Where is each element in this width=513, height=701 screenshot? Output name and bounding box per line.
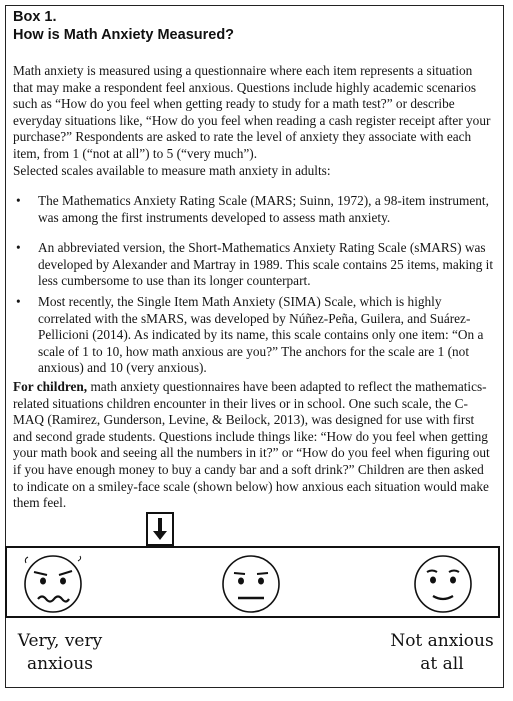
children-lead: For children, <box>13 379 88 394</box>
calm-face-icon <box>412 553 474 615</box>
very-anxious-face-icon <box>22 553 84 615</box>
neutral-face-icon <box>220 553 282 615</box>
list-item-text: Most recently, the Single Item Math Anxiety (SIMA) Scale, which is highly correlated with the sMARS, was developed by Núñez-Peña, Guilera, and Suárez-Pellicioni (2014). As indicated by its name, this scale contains only one item: “On a scale of 1 to 10, how math anxious are you?” The anchors for the scale are 1 (not anxious) and 10 (very anxious). <box>38 294 484 376</box>
bullet-marker: • <box>16 193 21 208</box>
bullet-marker: • <box>16 294 21 309</box>
bullet-marker: • <box>16 240 21 255</box>
box-title: How is Math Anxiety Measured? <box>13 27 235 43</box>
scale-indicator <box>146 512 174 546</box>
list-item-text: An abbreviated version, the Short-Mathematics Anxiety Rating Scale (sMARS) was developed by Alexander and Martray in 1989. This scale contains 25 items, making it less cumbersome to use than its longer counterpart. <box>38 240 494 289</box>
intro-paragraph: Math anxiety is measured using a questionnaire where each item represents a situation that may make a respondent feel anxious. Questions include highly academic scenarios such as “How do you feel when getting ready to study for a math test?” or describe everyday situations like, “How do you feel when reading a cash register receipt after your purchase?” Respondents are asked to rate the level of anxiety they associate with each item, from 1 (“not at all”) to 5 (“very much”). <box>13 63 491 161</box>
children-paragraph <box>13 379 495 512</box>
selected-scales-intro: Selected scales available to measure math anxiety in adults: <box>13 163 331 178</box>
down-arrow-icon <box>148 514 172 544</box>
scale-right-label: Not anxious at all <box>390 631 494 674</box>
scale-left-label: Very, very anxious <box>17 631 103 674</box>
children-body: math anxiety questionnaires have been adapted to reflect the mathematics-related situations children encounter in their lives or in school. One such scale, the C-MAQ (Ramirez, Gunderson, Levine, & Beilock, 2013), was designed for use with first and second grade students. Questions include things like: “How do you feel when getting your math book and seeing all the numbers in it?” or “How do you feel when figuring out if you have enough money to buy a candy bar and a soft drink?” Children are then asked to indicate on a smiley-face scale (shown below) how anxious each situation would make them feel. <box>13 379 490 511</box>
list-item-text: The Mathematics Anxiety Rating Scale (MARS; Suinn, 1972), a 98-item instrument, was among the first instruments developed to assess math anxiety. <box>38 193 489 225</box>
box-number: Box 1. <box>13 9 57 25</box>
